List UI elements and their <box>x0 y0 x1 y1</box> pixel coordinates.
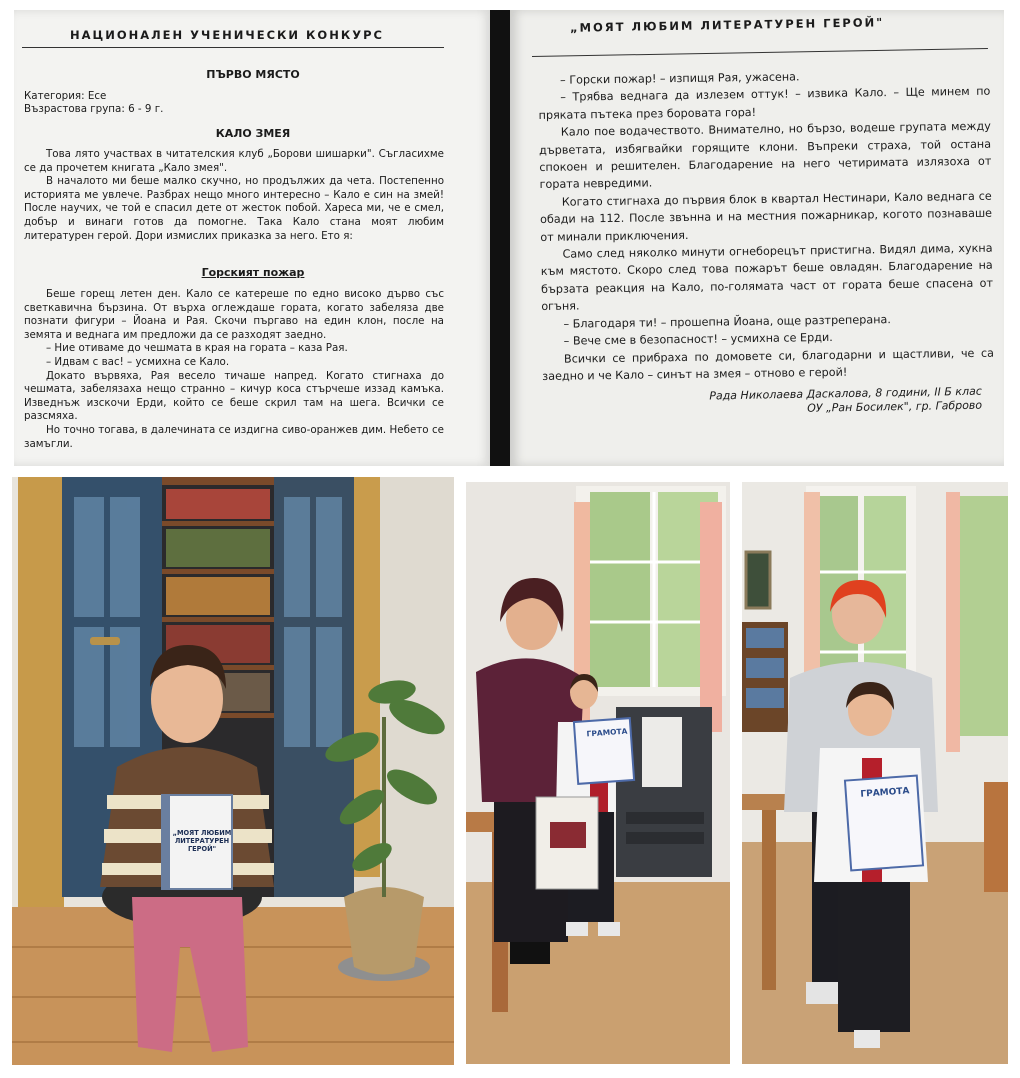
story-paragraph: Докато вървяха, Рая весело тичаше напред. Когато стигнаха до чешмата, забелязаха нещо странно – кичур коса стърчеше иззад камъка. Изведнъж изскочи Ерди, който се беше скрил там на шега. Всички се разсмяха. <box>24 369 444 423</box>
essay-body <box>24 148 444 243</box>
header-rule <box>22 47 444 48</box>
theme-header: „МОЯТ ЛЮБИМ ЛИТЕРАТУРЕН ГЕРОЙ" <box>569 15 885 35</box>
left-book-page <box>14 10 492 466</box>
story-paragraph: – Идвам с вас! – усмихна се Кало. <box>46 355 230 368</box>
story-paragraph: Всички се прибраха по домовете си, благодарни и щастливи, че са заедно и че Кало – синът на змея – отново е герой! <box>542 346 995 383</box>
photo-award-with-mentor <box>742 482 1008 1064</box>
photo-girl-with-book-illustration <box>12 477 454 1065</box>
story-title: Горският пожар <box>201 266 305 279</box>
photo-award-ceremony <box>466 482 730 1064</box>
book-spine <box>490 10 512 466</box>
certificate-title: ГРАМОТА <box>586 726 628 739</box>
category-line: Категория: Есе <box>24 90 107 102</box>
photo-girl-with-book <box>12 477 454 1065</box>
contest-header: НАЦИОНАЛЕН УЧЕНИЧЕСКИ КОНКУРС <box>70 28 384 42</box>
story-paragraph: – Горски пожар! – изпищя Рая, ужасена. <box>560 70 800 87</box>
header-rule <box>532 48 988 57</box>
story-continuation <box>538 66 994 386</box>
story-paragraph: Само след няколко минути огнеборецът пристигна. Видял дима, хукна към мястото. Скоро след това пожарът беше овладян. Благодарение на бързата реакция на Кало, по-голямата част от гората беше спасена от огъня. <box>540 241 994 314</box>
story-paragraph: – Вече сме в безопасност! – усмихна се Ерди. <box>563 331 833 348</box>
essay-paragraph: Това лято участвах в читателския клуб „Борови шишарки". Съгласихме се да прочетем книгата „Кало змея". <box>24 148 444 174</box>
signature-line: ОУ „Ран Босилек", гр. Габрово <box>807 398 983 415</box>
signature-line: Рада Николаева Даскалова, 8 години, II Б клас <box>709 384 982 403</box>
story-paragraph: Но точно тогава, в далечината се издигна сиво-оранжев дим. Небето се замъгли. <box>24 423 444 450</box>
story-body <box>24 288 444 451</box>
story-paragraph: Когато стигнаха до първия блок в квартал Нестинари, Кало веднага се обади на 112. После звънна и на местния пожарникар, когото познаваше от минали приключения. <box>539 189 993 244</box>
story-paragraph: – Благодаря ти! – прошепна Йоана, още разтреперана. <box>563 312 891 331</box>
certificate-title: ГРАМОТА <box>860 786 910 800</box>
place-title: ПЪРВО МЯСТО <box>206 68 300 81</box>
book-cover-title: „МОЯТ ЛЮБИМ ЛИТЕРАТУРЕН ГЕРОЙ" <box>172 829 232 853</box>
photo-award-ceremony-illustration <box>466 482 730 1064</box>
story-paragraph: Беше горещ летен ден. Кало се катереше по едно високо дърво със светкавична бързина. От върха оглеждаше гората, когато забеляза две познати фигури – Йоана и Рая. Скочи пъргаво на един клон, после на земята и веднага им предложи да се разходят заедно. <box>24 288 444 341</box>
story-paragraph: – Ние отиваме до чешмата в края на гората – каза Рая. <box>46 342 348 355</box>
photo-award-with-mentor-illustration <box>742 482 1008 1064</box>
essay-title: КАЛО ЗМЕЯ <box>215 127 291 140</box>
author-signature <box>602 385 982 420</box>
right-book-page <box>510 10 1004 466</box>
story-paragraph: – Трябва веднага да излезем оттук! – извика Кало. – Ще минем по пряката пътека през боровата гора! <box>538 85 991 122</box>
essay-paragraph: В началото ми беше малко скучно, но продължих да чета. Постепенно историята ме увлече. Разбрах нещо много интересно – Кало е син на змей! После научих, че той е спасил дете от жесток побой. Хареса ми, че е смел, добър и винаги готов да помогне. Така Кало стана моят любим литературен герой. Дори измислих приказка за него. Ето я: <box>24 175 444 242</box>
story-paragraph: Кало пое водачеството. Внимателно, но бързо, водеше групата между дърветата, избягвайки горящите клони. Въпреки страха, той остана спокоен и решителен. Благодарение на него четиримата излязоха от гората невредими. <box>539 119 992 192</box>
age-group-line: Възрастова група: 6 - 9 г. <box>24 103 164 115</box>
